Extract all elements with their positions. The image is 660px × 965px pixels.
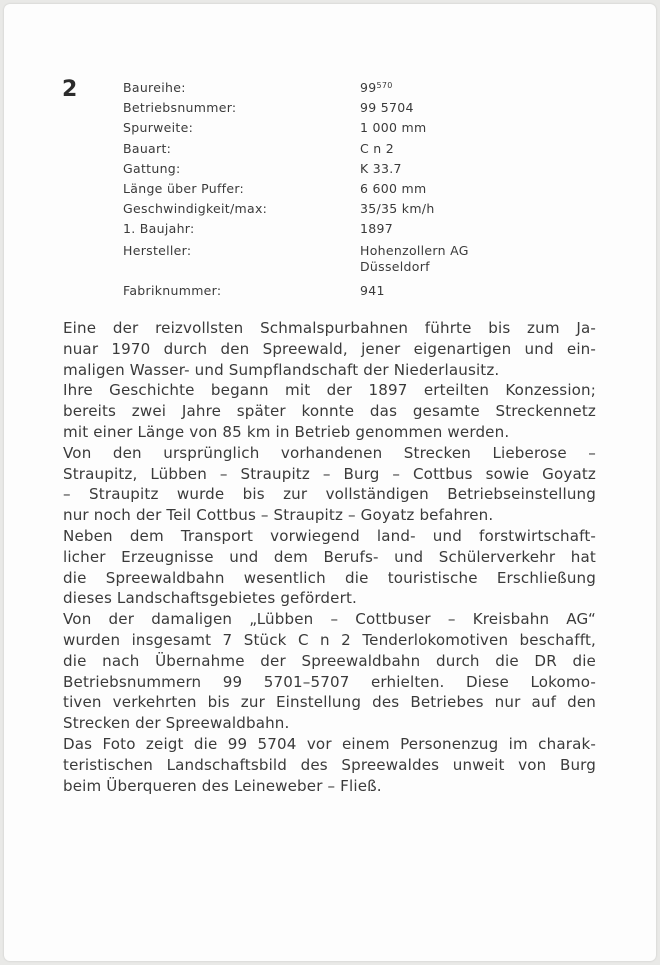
spec-row <box>123 281 543 301</box>
spec-value-superscript: 570 <box>376 81 393 90</box>
spec-value: C n 2 <box>360 140 395 156</box>
text-line: Eine der reizvollsten Schmalspurbahnen führte bis zum Ja- <box>63 319 596 337</box>
spec-value: Hohenzollern AG Düsseldorf <box>360 242 543 275</box>
spec-row <box>123 242 543 275</box>
text-line: Ihre Geschichte begann mit der 1897 erteilten Konzession; <box>63 381 596 400</box>
postcard-back <box>4 4 656 961</box>
spec-row <box>123 78 543 98</box>
text-line: wurden insgesamt 7 Stück C n 2 Tenderlokomotiven beschafft, <box>63 630 596 649</box>
spec-row <box>123 159 543 179</box>
text-line: tiven verkehrten bis zur Einstellung des Betriebes nur auf den <box>63 693 596 712</box>
spec-table <box>123 78 543 301</box>
text-line: Von der damaligen „Lübben – Cottbuser – Kreisbahn AG“ <box>63 610 596 629</box>
spec-label: Gattung: <box>123 160 181 176</box>
description-text <box>63 318 596 796</box>
spec-label: Bauart: <box>123 140 172 156</box>
text-line: Neben dem Transport vorwiegend land- und forstwirtschaft- <box>63 526 596 545</box>
spec-row <box>123 179 543 199</box>
spec-row <box>123 139 543 159</box>
text-line: Das Foto zeigt die 99 5704 vor einem Personenzug im charak- <box>63 734 596 753</box>
spec-row <box>123 98 543 118</box>
text-line: mit einer Länge von 85 km in Betrieb genommen werden. <box>63 422 510 441</box>
spec-label: Betriebsnummer: <box>123 100 237 116</box>
spec-value-line2: Düsseldorf <box>360 258 430 274</box>
text-line: nur noch der Teil Cottbus – Straupitz – Goyatz befahren. <box>63 506 494 525</box>
text-line: licher Erzeugnisse und dem Berufs- und Schülerverkehr hat <box>63 547 596 566</box>
spec-label: Länge über Puffer: <box>123 181 245 197</box>
spec-value: 6 600 mm <box>360 181 427 197</box>
text-line: maligen Wasser- und Sumpflandschaft der Niederlausitz. <box>63 360 500 379</box>
spec-label: Hersteller: <box>123 242 192 258</box>
spec-value: 1897 <box>360 221 394 237</box>
text-line: nuar 1970 durch den Spreewald, jener eigenartigen und ein- <box>63 339 596 358</box>
spec-row <box>123 199 543 219</box>
text-line: teristischen Landschaftsbild des Spreewaldes unweit von Burg <box>63 755 596 774</box>
text-line: die nach Übernahme der Spreewaldbahn durch die DR die <box>63 651 596 670</box>
text-line: bereits zwei Jahre später konnte das gesamte Streckennetz <box>63 402 596 421</box>
text-line: dieses Landschaftsgebietes gefördert. <box>63 589 357 608</box>
spec-value: K 33.7 <box>360 160 402 176</box>
text-line: Von den ursprünglich vorhandenen Strecken Lieberose – <box>63 443 596 462</box>
spec-value: 35/35 km/h <box>360 201 435 217</box>
spec-label: 1. Baujahr: <box>123 221 195 237</box>
spec-row <box>123 118 543 138</box>
spec-label: Fabriknummer: <box>123 282 222 298</box>
spec-label: Baureihe: <box>123 80 186 95</box>
spec-value: 1 000 mm <box>360 120 427 136</box>
card-number: 2 <box>62 77 78 102</box>
text-line: Straupitz, Lübben – Straupitz – Burg – Cottbus sowie Goyatz <box>63 464 596 483</box>
spec-value: 99 5704 <box>360 100 414 116</box>
spec-label: Spurweite: <box>123 120 194 136</box>
text-line: beim Überqueren des Leineweber – Fließ. <box>63 776 382 795</box>
spec-label: Geschwindigkeit/max: <box>123 201 268 217</box>
text-line: Betriebsnummern 99 5701–5707 erhielten. Diese Lokomo- <box>63 672 596 691</box>
text-line: die Spreewaldbahn wesentlich die touristische Erschließung <box>63 568 596 587</box>
spec-row <box>123 219 543 239</box>
spec-value: 941 <box>360 282 385 298</box>
text-line: Strecken der Spreewaldbahn. <box>63 714 290 733</box>
spec-value: $99^{570}$ <box>360 80 393 95</box>
text-line: – Straupitz wurde bis zur vollständigen Betriebseinstellung <box>63 485 596 504</box>
